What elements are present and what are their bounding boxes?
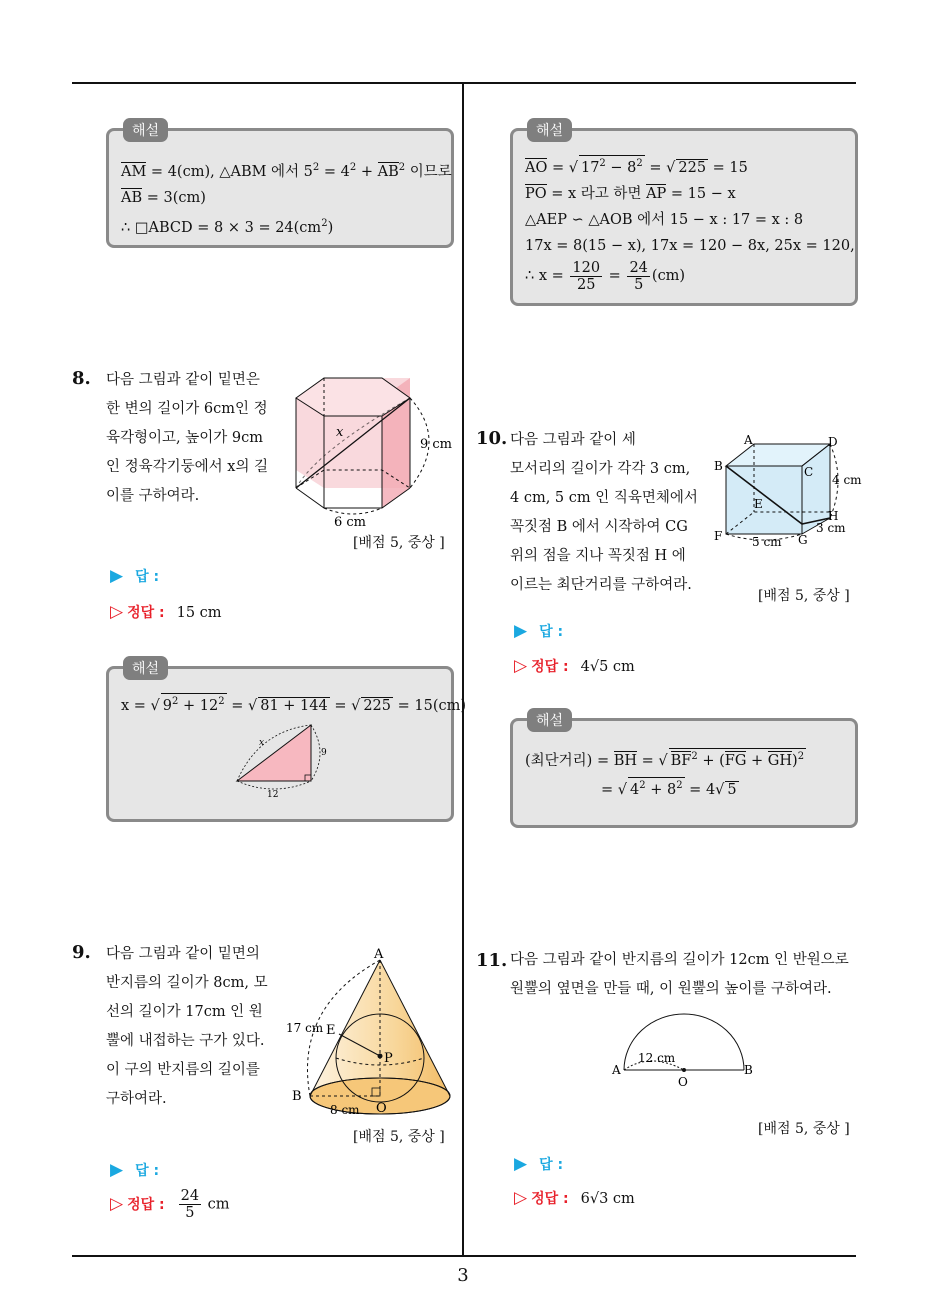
fig-label-x: x (259, 738, 265, 748)
fig-label-E: E (754, 497, 763, 511)
bottom-rule (72, 1255, 856, 1257)
solution-line: (최단거리) = BH = √ $BF^2 + (FG + GH)^2$ (525, 745, 843, 777)
cone-sphere-figure (284, 948, 456, 1130)
answer-field-9[interactable]: ▶ 답 : (110, 1160, 160, 1180)
score-meta-11: [배점 5, 중상 ] (758, 1121, 850, 1137)
fig-label-P: P (384, 1051, 393, 1066)
solution-tag: 해설 (123, 656, 168, 680)
correct-answer-11: ▷ 정답 : 6√3 cm (514, 1188, 635, 1208)
fig-label-4cm: 4 cm (832, 473, 862, 487)
fig-label-3cm: 3 cm (816, 521, 846, 535)
fig-label-O: O (678, 1075, 688, 1089)
question-number-10: 10. (476, 428, 508, 449)
outline-triangle-icon: ▷ (110, 1193, 124, 1214)
solution-box-8 (106, 661, 467, 822)
answer-field-11[interactable]: ▶ 답 : (514, 1154, 564, 1174)
solution-line: x = √ $9^2 + 12^2$ = √ 81 + 144 = √ 225 = 15(cm) (121, 693, 439, 719)
fig-label-A: A (374, 947, 384, 962)
answer-field-10[interactable]: ▶ 답 : (514, 621, 564, 641)
solution-line: = √ $4^2 + 8^2 = 4√$ 5 (525, 777, 843, 803)
fig-label-base: 6 cm (334, 515, 367, 530)
answer-field-8[interactable]: ▶ 답 : (110, 566, 160, 586)
top-rule (72, 82, 856, 84)
fig-label-H: H (828, 509, 839, 523)
fig-label-B: B (714, 459, 723, 473)
question-number-9: 9. (72, 942, 91, 963)
fig-label-C: C (804, 465, 814, 479)
question-text-11: 다음 그림과 같이 반지름의 길이가 12cm 인 반원으로 원뿔의 옆면을 만들 때, 이 원뿔의 높이를 구하여라. (510, 952, 849, 997)
solution-tag: 해설 (527, 708, 572, 732)
question-number-11: 11. (476, 950, 508, 971)
cuboid-figure (712, 433, 862, 549)
fig-label-O: O (376, 1101, 387, 1116)
fig-label-17cm: 17 cm (286, 1021, 324, 1035)
solution-tag: 해설 (123, 118, 168, 142)
outline-triangle-icon: ▷ (514, 656, 528, 676)
play-icon: ▶ (110, 566, 124, 586)
solution-line: ∴ □ABCD = $8 \times 3 = 24(cm^2)$ (121, 217, 334, 236)
fig-label-E: E (326, 1023, 336, 1038)
fig-label-9: 9 (321, 748, 327, 758)
fig-label-D: D (828, 435, 838, 449)
question-text-10: 다음 그림과 같이 세 모서리의 길이가 각각 3 cm, 4 cm, 5 cm 인 직육면체에서 꼭짓점 B 에서 시작하여 CG 위의 점을 지나 꼭짓점 H 에 이르는 최단거리를 구하여라. (510, 432, 698, 593)
fig-label-G: G (798, 533, 808, 547)
solution-line: ∴ x = $\frac{120}{25}$ = $\frac{24}{5}$ (cm) (525, 259, 686, 293)
solution-box-10 (510, 713, 858, 828)
fig-label-F: F (714, 529, 723, 543)
solution-line: 17x = 8(15 − x), 17x = 120 − 8x, 25x = 120, (525, 238, 855, 254)
fig-label-5cm: 5 cm (752, 535, 782, 549)
fig-label-B: B (292, 1089, 302, 1104)
solution-box-7 (106, 123, 454, 248)
correct-answer-10: ▷ 정답 : 4√5 cm (514, 656, 635, 676)
correct-answer-8: ▷ 정답 : 15 cm (110, 602, 222, 622)
fig-label-12cm: 12 cm (638, 1051, 676, 1065)
question-number-8: 8. (72, 368, 91, 389)
outline-triangle-icon: ▷ (514, 1188, 528, 1208)
fig-label-height: 9 cm (420, 437, 453, 452)
fig-label-x: x (336, 425, 344, 440)
play-icon: ▶ (514, 1154, 528, 1174)
fig-label-A: A (744, 433, 753, 447)
hex-prism-figure (288, 370, 458, 530)
fig-label-8cm: 8 cm (330, 1103, 360, 1117)
play-icon: ▶ (514, 621, 528, 641)
solution-line: △AEP ∽ △AOB 에서 15 − x : 17 = x : 8 (525, 212, 804, 228)
fig-label-12: 12 (267, 790, 279, 800)
page-number: 3 (457, 1265, 469, 1286)
play-icon: ▶ (110, 1160, 124, 1180)
outline-triangle-icon: ▷ (110, 602, 124, 622)
score-meta-10: [배점 5, 중상 ] (758, 588, 850, 604)
solution-box-9 (510, 123, 858, 306)
column-divider (462, 82, 464, 1257)
question-text-9: 다음 그림과 같이 밑면의 반지름의 길이가 8cm, 모 선의 길이가 17cm 인 원 뿔에 내접하는 구가 있다. 이 구의 반지름의 길이를 구하여라. (106, 946, 268, 1107)
right-triangle-figure (229, 721, 349, 801)
semicircle-figure (610, 1012, 760, 1092)
solution-line: PO = x 라고 하면 AP = 15 − x (525, 186, 736, 202)
correct-answer-9: ▷ 정답 : $\frac{24}{5}$ cm (110, 1188, 230, 1221)
score-meta-8: [배점 5, 중상 ] (353, 535, 445, 551)
score-meta-9: [배점 5, 중상 ] (353, 1129, 445, 1145)
fig-label-B: B (744, 1063, 753, 1077)
solution-line: AM = 4(cm), △ABM 에서 $5^2 = 4^2 + AB^2$ 이므로 (121, 162, 452, 180)
solution-line: AB = 3(cm) (121, 189, 206, 206)
solution-line: AO = √ $17^2 - 8^2$ = √ 225 = 15 (525, 155, 843, 181)
fig-label-A: A (612, 1063, 621, 1077)
question-text-8: 다음 그림과 같이 밑면은 한 변의 길이가 6cm인 정 육각형이고, 높이가 9cm 인 정육각기둥에서 x의 길 이를 구하여라. (106, 372, 269, 504)
solution-tag: 해설 (527, 118, 572, 142)
